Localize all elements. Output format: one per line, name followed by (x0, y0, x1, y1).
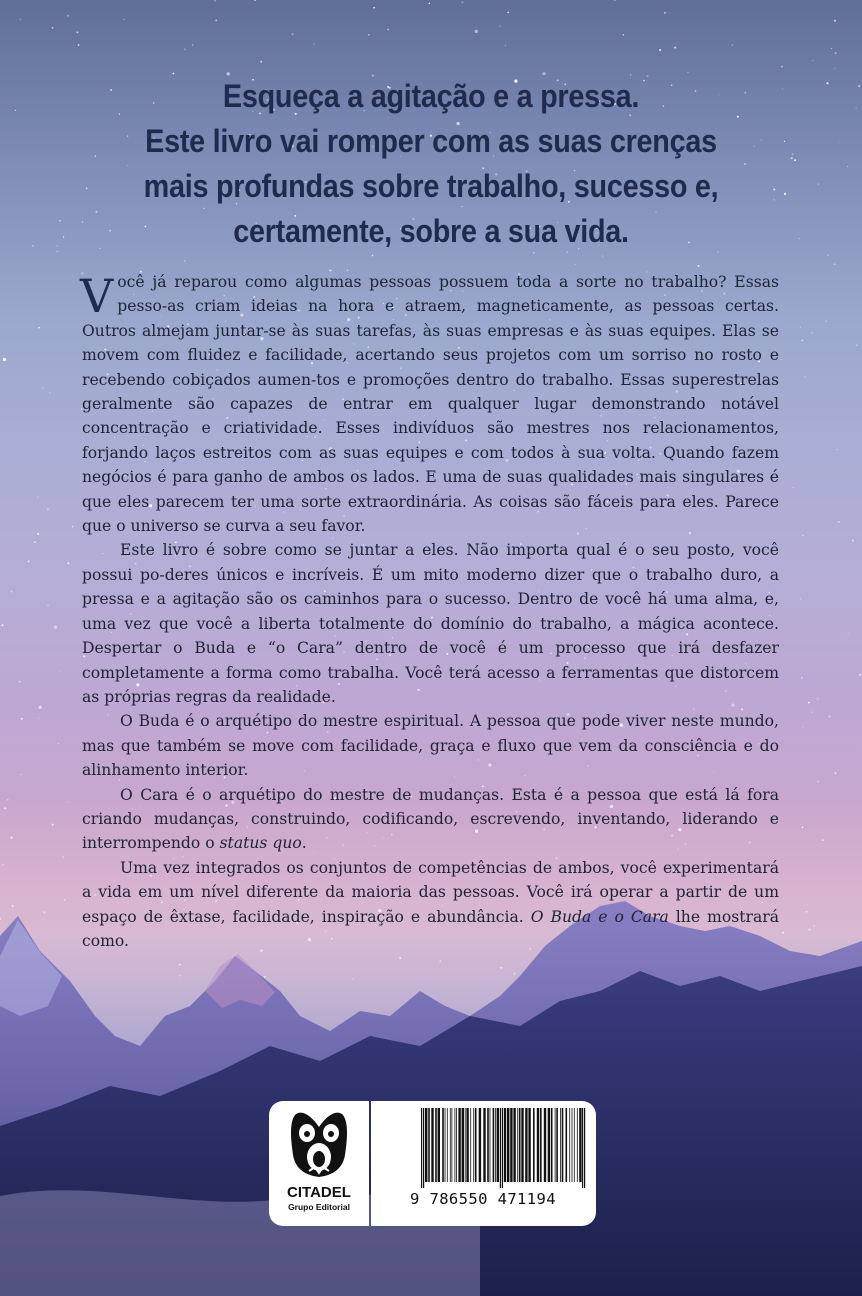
mountain-range (0, 896, 862, 1296)
paragraph-4-end: . (301, 834, 307, 853)
publisher-subtitle: Grupo Editorial (288, 1202, 350, 1212)
isbn-number: 9 786550 471194 (410, 1190, 556, 1208)
paragraph-1 (82, 270, 779, 538)
paragraph-4 (82, 783, 779, 856)
publisher-name: CITADEL (287, 1184, 351, 1201)
barcode-icon (421, 1108, 586, 1188)
barcode-panel (371, 1101, 596, 1226)
drop-cap: V (80, 269, 114, 323)
paragraph-3: O Buda é o arquétipo do mestre espiritual. A pessoa que pode viver neste mundo, mas que também se move com facilidade, graça e fluxo que vem da consciência e do alinhamento interior. (82, 712, 779, 780)
paragraph-4-text: O Cara é o arquétipo do mestre de mudanças. Esta é a pessoa que está lá fora criando mudanças, construindo, codificando, escrevendo, inventando, liderando e interrompendo o (82, 785, 779, 853)
paragraph-2: Este livro é sobre como se juntar a eles. Não importa qual é o seu posto, você possui po-deres únicos e incríveis. É um mito moderno dizer que o trabalho duro, a pressa e a agitação são os caminhos para o sucesso. Dentro de você há uma alma, e, uma vez que você a liberta totalmente do domínio do trabalho, a mágica acontece. Despertar o Buda e “o Cara” dentro de você é um processo que irá desfazer completamente a forma como trabalha. Você terá acesso a ferramentas que distorcem as próprias regras da realidade. (82, 541, 779, 706)
headline-line-4: certamente, sobre a sua vida. (233, 213, 629, 249)
paragraph-5-end: lhe mostrará como. (82, 907, 779, 950)
penguin-logo-icon (269, 1101, 369, 1185)
pink-highlight-ridge (205, 954, 275, 1008)
publisher-logo-panel (269, 1101, 369, 1226)
headline-line-2: Este livro vai romper com as suas crenças (145, 123, 717, 159)
paragraph-4-italic: status quo (219, 834, 302, 853)
paragraph-5 (82, 856, 779, 954)
paragraph-5-text: Uma vez integrados os conjuntos de competências de ambos, você experimentará a vida em um nível diferente da maioria das pessoas. Você irá operar a partir de um espaço de êxtase, facilidade, inspiração e abundância. (82, 858, 779, 926)
paragraph-1-text: ocê já reparou como algumas pessoas possuem toda a sorte no trabalho? Essas pesso-as criam ideias na hora e atraem, magneticamente, as pessoas certas. Outros almejam juntar-se às suas tarefas, às suas empresas e às suas equipes. Elas se movem com fluidez e facilidade, acertando seus projetos com um sorriso no rosto e recebendo cobiçados aumen-tos e promoções dentro do trabalho. Essas superestrelas geralmente são capazes de entrar em qualquer lugar demonstrando notável concentração e criatividade. Esses indivíduos são mestres nos relacionamentos, forjando laços estreitos com as suas equipes e com todos à sua volta. Quando fazem negócios é para ganho de ambos os lados. E uma de suas qualidades mais singulares é que eles parecem ter uma sorte extraordinária. As coisas são fáceis para eles. Parece que o universo se curva a seu favor. (82, 273, 779, 536)
headline (43, 74, 819, 254)
paragraph-5-italic: O Buda e o Cara (530, 907, 669, 926)
headline-line-1: Esqueça a agitação e a pressa. (222, 78, 640, 114)
headline-line-3: mais profundas sobre trabalho, sucesso e, (143, 168, 719, 204)
blurb (82, 270, 779, 953)
